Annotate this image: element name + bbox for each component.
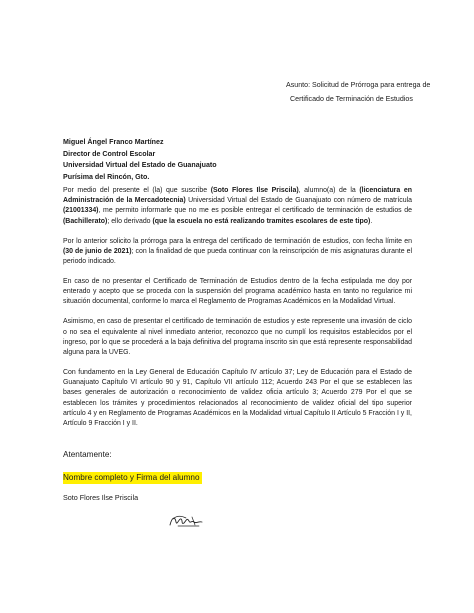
deadline-date-inline: (30 de junio de 2021) <box>63 247 132 255</box>
student-name-inline: (Soto Flores Ilse Priscila) <box>210 187 299 194</box>
paragraph-1-text-1: Por medio del presente el (la) que suscribe <box>63 187 211 194</box>
subject-line-1: Asunto: Solicitud de Prórroga para entrega de <box>286 81 431 89</box>
paragraph-1-text-6: . <box>370 217 373 225</box>
paragraph-1-text-5: ; ello derivado <box>107 217 153 225</box>
paragraph-1-text-4: , me permito informarle que no me es posible entregar el certificado de terminación de estudios de <box>98 207 412 215</box>
closing-salutation: Atentamente: <box>63 450 112 459</box>
enrollment-number-inline: (21001334) <box>63 207 99 215</box>
paragraph-1-text-2: , alumno(a) de la <box>298 187 360 194</box>
paragraph-5: Con fundamento en la Ley General de Educación Capítulo IV artículo 37; Ley de Educación para el Estado de Guanajuato Capítulo VI artículo 90 y 91, Capítulo VII artículo 112; Acuerdo 243 Por el que se establecen las bases generales de autorización o reconocimiento de validez oficia artículo 3; Acuerdo 279 Por el que se establecen los trámites y procedimientos relacionados al reconocimiento de validez oficial del tipo superior artículo 4 y en Reglamento de Programas Académicos en la Modalidad virtual Capítulo II Artículo 5 Fracción I y II, Artículo 9 Fracción I y II. <box>63 369 412 428</box>
student-name: Soto Flores Ilse Priscila <box>63 493 139 502</box>
subject-block <box>286 79 461 106</box>
reason-inline: (que la escuela no está realizando tramites escolares de este tipo) <box>152 217 371 225</box>
paragraph-2-text-2: ; con la finalidad de que pueda continuar con la reinscripción de mis asignaturas durante el periodo indicado. <box>63 247 413 266</box>
addressee-block <box>63 137 423 183</box>
paragraph-2 <box>63 237 412 268</box>
addressee-name: Miguel Ángel Franco Martínez <box>63 138 164 146</box>
study-level-inline: (Bachillerato) <box>63 217 108 225</box>
paragraph-1-text-3: Universidad Virtual del Estado de Guanajuato con número de matrícula <box>185 197 412 205</box>
handwritten-signature <box>168 513 204 529</box>
paragraph-1 <box>63 186 412 227</box>
paragraph-2-text-1: Por lo anterior solicito la prórroga para la entrega del certificado de terminación de estudios, con fecha límite en <box>63 237 412 245</box>
paragraph-4: Asimismo, en caso de presentar el certificado de terminación de estudios y este represente una invasión de ciclo o no sea el equivalente al nivel inmediato anterior, reconozco que no cumplí los requisitos establecidos por el ingreso, por lo que se procederá a la baja definitiva del programa inscrito sin que está represente responsabilidad alguna para la UVEG. <box>63 318 413 357</box>
addressee-institution: Universidad Virtual del Estado de Guanajuato <box>63 161 217 170</box>
addressee-role: Director de Control Escolar <box>63 149 156 158</box>
subject-line-2: Certificado de Terminación de Estudios <box>290 94 413 103</box>
addressee-city: Purísima del Rincón, Gto. <box>63 172 150 181</box>
letter-body <box>63 186 412 437</box>
degree-program-inline: (licenciatura en Administración de la Mercadotecnia) <box>63 187 412 205</box>
paragraph-3: En caso de no presentar el Certificado de Terminación de Estudios dentro de la fecha estipulada me doy por enterado y acepto que se proceda con la suspensión del programa académico hasta en tanto no regularice mi situación documental, conforme lo marca el Reglamento de Programas Académicos en la Modalidad Virtual. <box>63 278 412 306</box>
name-signature-field: Nombre completo y Firma del alumno <box>63 473 200 482</box>
